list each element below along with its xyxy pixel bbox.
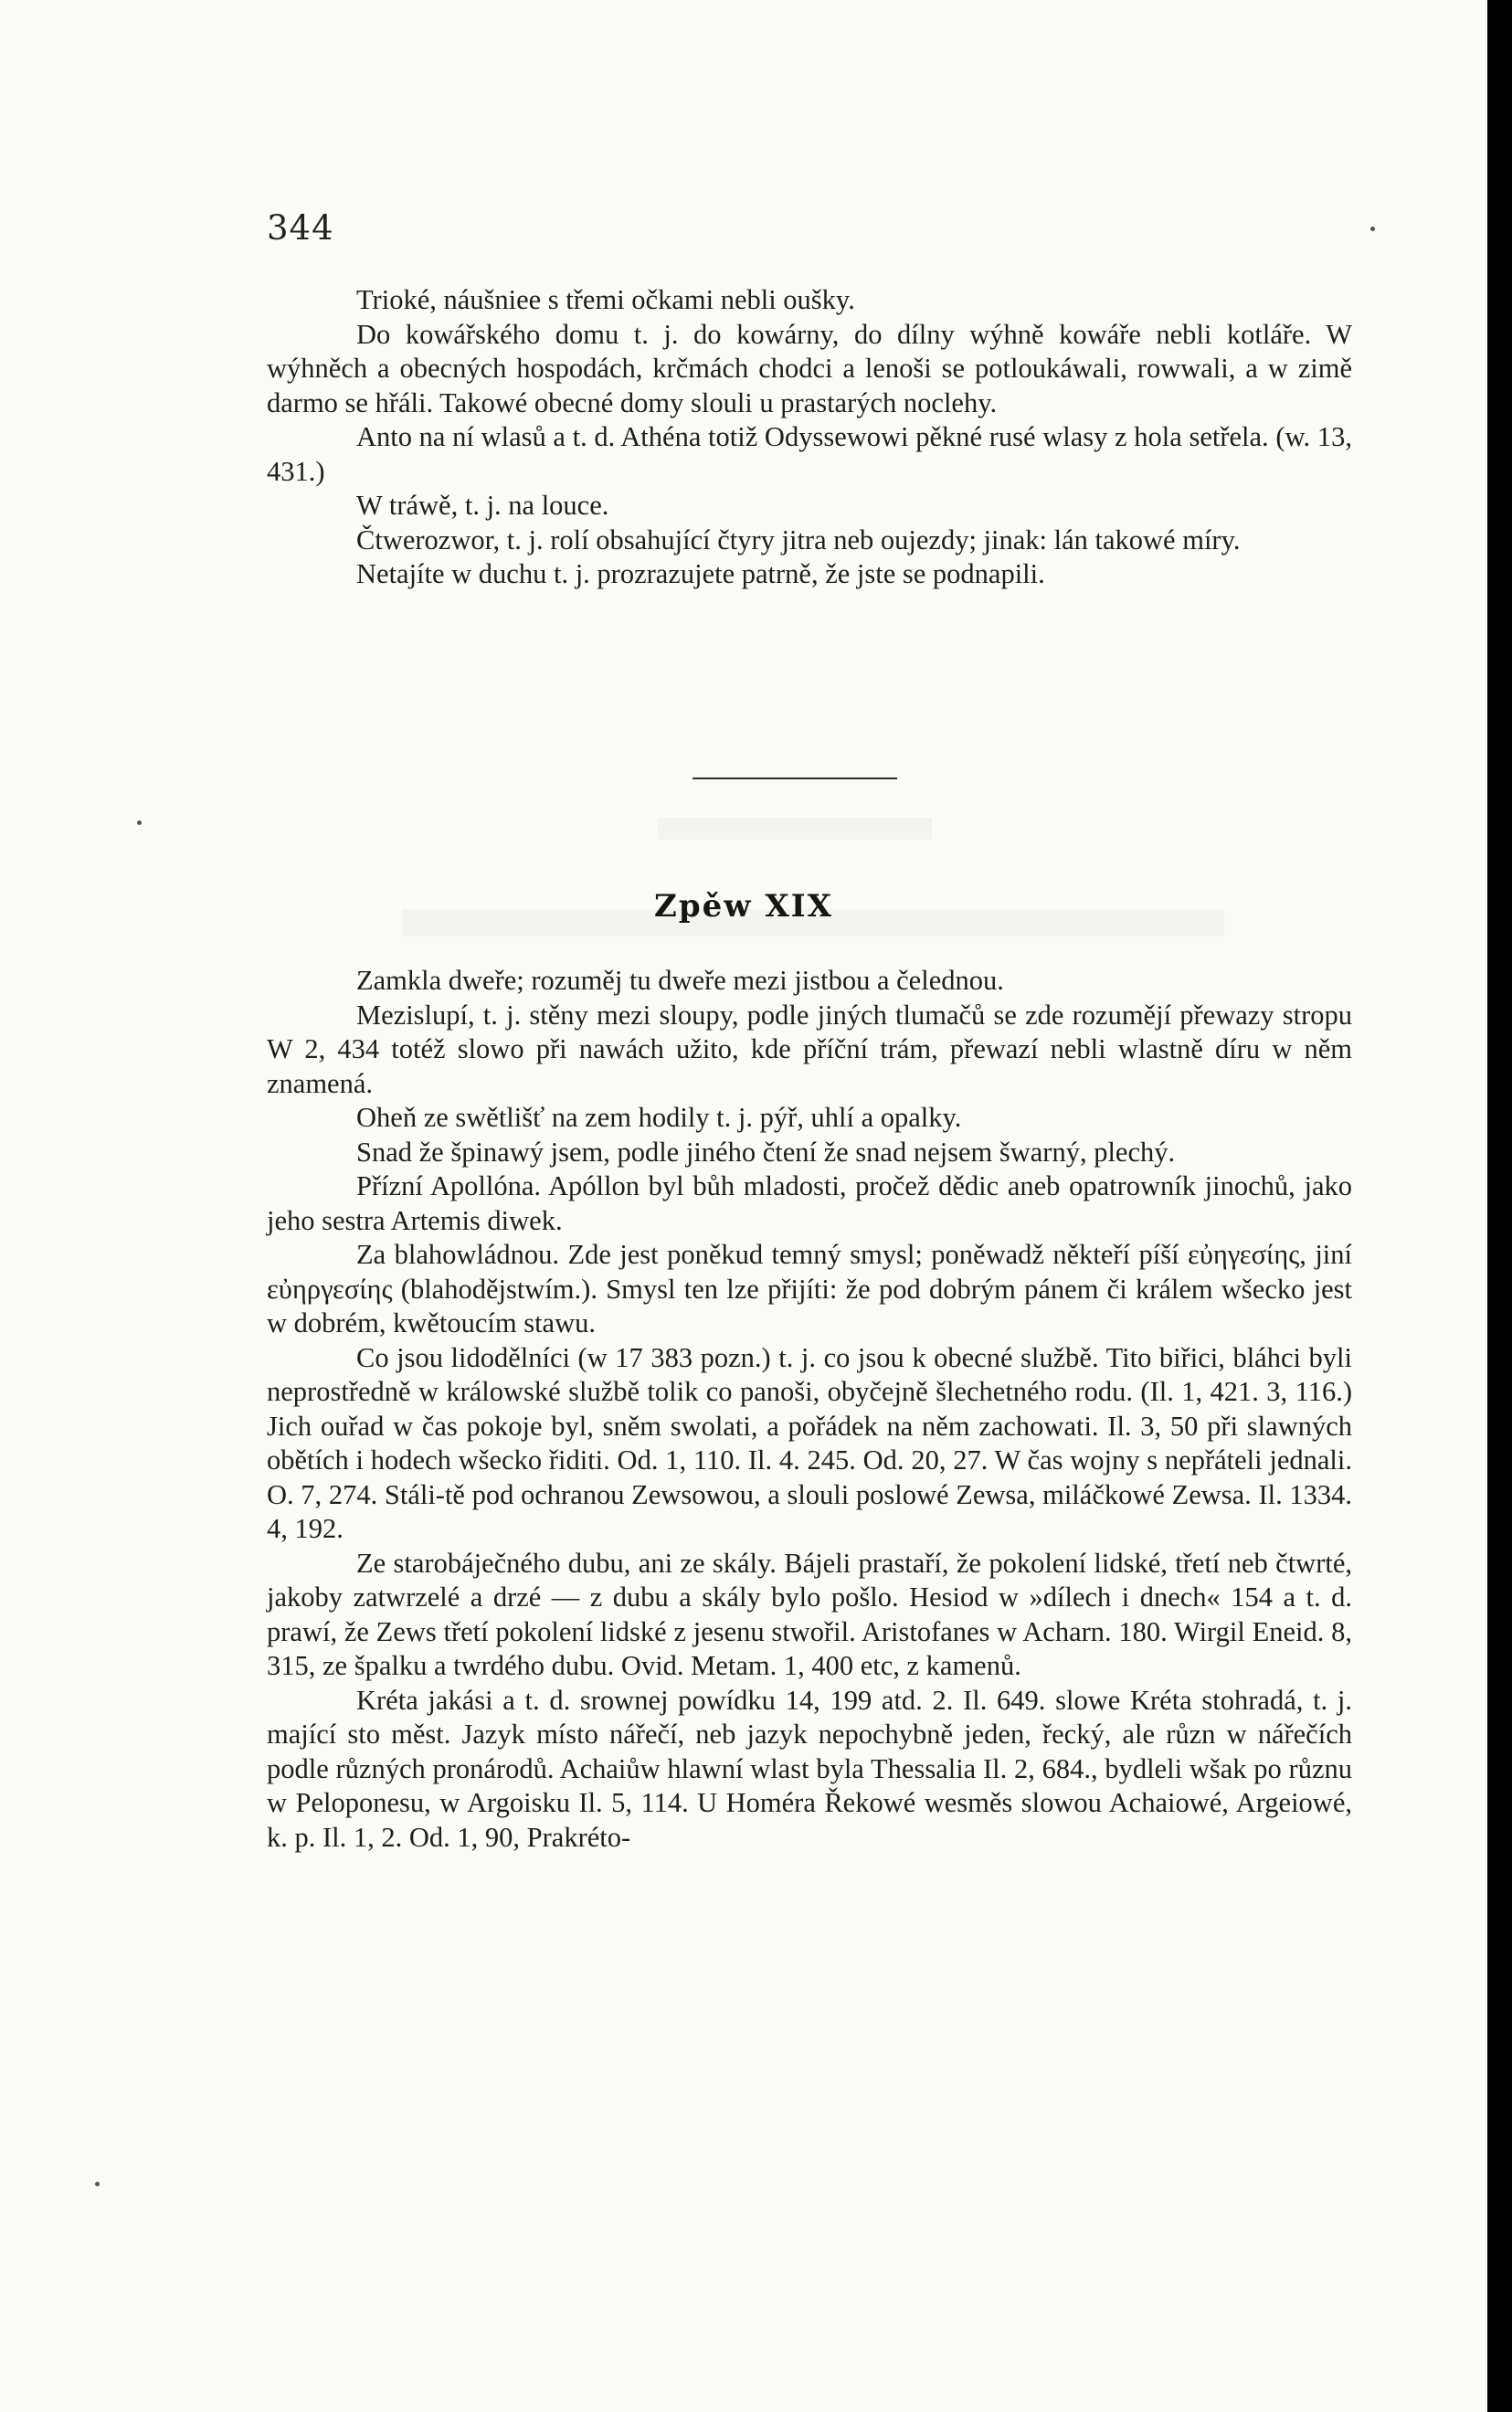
note-paragraph: Zamkla dweře; rozuměj tu dweře mezi jistbou a čelednou. <box>356 965 1004 996</box>
note-paragraph: Netajíte w duchu t. j. prozrazujete patrně, že jste se podnapili. <box>356 558 1045 589</box>
section-divider <box>693 778 897 779</box>
scan-speck <box>137 820 142 825</box>
show-through-heading <box>658 818 932 840</box>
scan-speck <box>1370 227 1375 231</box>
note-paragraph: Kréta jakási a t. d. srownej powídku 14, 199 atd. 2. Il. 649. slowe Kréta stohradá, t. j. mající sto měst. Jazyk místo nářečí, neb jazyk nepochybně jeden, řecký, ale různ w nářečích podle různých pronárodů. Achaiůw hlawní wlast byla Thessalia Il. 2, 684., bydleli wšak po různu w Peloponesu, w Argoisku Il. 5, 114. U Homéra Řekowé wesměs slowou Achaiowé, Argeiowé, k. p. Il. 1, 2. Od. 1, 90, Prakréto- <box>267 1684 1352 1853</box>
note-paragraph: Mezislupí, t. j. stěny mezi sloupy, podle jiných tlumačů se zde rozumějí přewazy stropu W 2, 434 totéž slowo při nawách užito, kde příční trám, přewazí nebli wlastně díru w něm znamená. <box>267 999 1352 1099</box>
note-paragraph: Snad že špinawý jsem, podle jiného čtení že snad nejsem šwarný, plechý. <box>356 1136 1176 1168</box>
note-paragraph: W tráwě, t. j. na louce. <box>356 490 609 521</box>
notes-bottom <box>267 964 1352 1855</box>
note-paragraph: Co jsou lidodělníci (w 17 383 pozn.) t. j. co jsou k obecné službě. Tito biřici, bláhci byli neprostředně w králowské službě tolik co panoši, obyčejně šlechetného rodu. (Il. 1, 421. 3, 116.) Jich ouřad w čas pokoje byl, sněm swolati, a pořádek na něm zachowati. Il. 3, 50 při slawných obětích i hodech wšecko řiditi. Od. 1, 110. Il. 4. 245. Od. 20, 27. W čas wojny s nepřáteli jednali. O. 7, 274. Stáli-tě pod ochranou Zewsowou, a slouli poslowé Zewsa, miláčkowé Zewsa. Il. 1334. 4, 192. <box>267 1341 1352 1544</box>
note-paragraph: Za blahowládnou. Zde jest poněkud temný smysl; poněwadž někteří píší εὐηγεσίης, jiní εὐηργεσίης (blahodějstwím.). Smysl ten lze přijíti: že pod dobrým pánem či králem wšecko jest w dobrém, kwětoucím stawu. <box>267 1239 1352 1338</box>
scan-speck <box>95 2182 100 2186</box>
note-paragraph: Ze starobáječného dubu, ani ze skály. Bájeli prastaří, že pokolení lidské, třetí neb čtwrté, jakoby zatwrzelé a drzé — z dubu a skály bylo pošlo. Hesiod w »dílech i dnech« 154 a t. d. prawí, že Zews třetí pokolení lidské z jesenu stwořil. Aristofanes w Acharn. 180. Wirgil Eneid. 8, 315, ze špalku a twrdého dubu. Ovid. Metam. 1, 400 etc, z kamenů. <box>267 1547 1352 1681</box>
note-paragraph: Čtwerozwor, t. j. rolí obsahující čtyry jitra neb oujezdy; jinak: lán takowé míry. <box>356 524 1241 555</box>
notes-top <box>267 283 1352 592</box>
note-paragraph: Anto na ní wlasů a t. d. Athéna totiž Odyssewowi pěkné rusé wlasy z hola setřela. (w. 13, 431.) <box>267 421 1352 487</box>
note-paragraph: Trioké, náušniee s třemi očkami nebli oušky. <box>356 284 855 315</box>
note-paragraph: Oheň ze swětlišť na zem hodily t. j. pýř, uhlí a opalky. <box>356 1102 962 1133</box>
note-paragraph: Přízní Apollóna. Apóllon byl bůh mladosti, pročež dědic aneb opatrowník jinochů, jako jeho sestra Artemis diwek. <box>267 1170 1352 1236</box>
note-paragraph: Do kowářského domu t. j. do kowárny, do dílny wýhně kowáře nebli kotláře. W wýhněch a obecných hospodách, krčmách chodci a lenoši se potloukáwali, rowwali, a w zimě darmo se hřáli. Takowé obecné domy slouli u prastarých noclehy. <box>267 318 1352 418</box>
section-heading: Zpěw XIX <box>654 888 833 925</box>
page-number: 344 <box>267 208 334 248</box>
